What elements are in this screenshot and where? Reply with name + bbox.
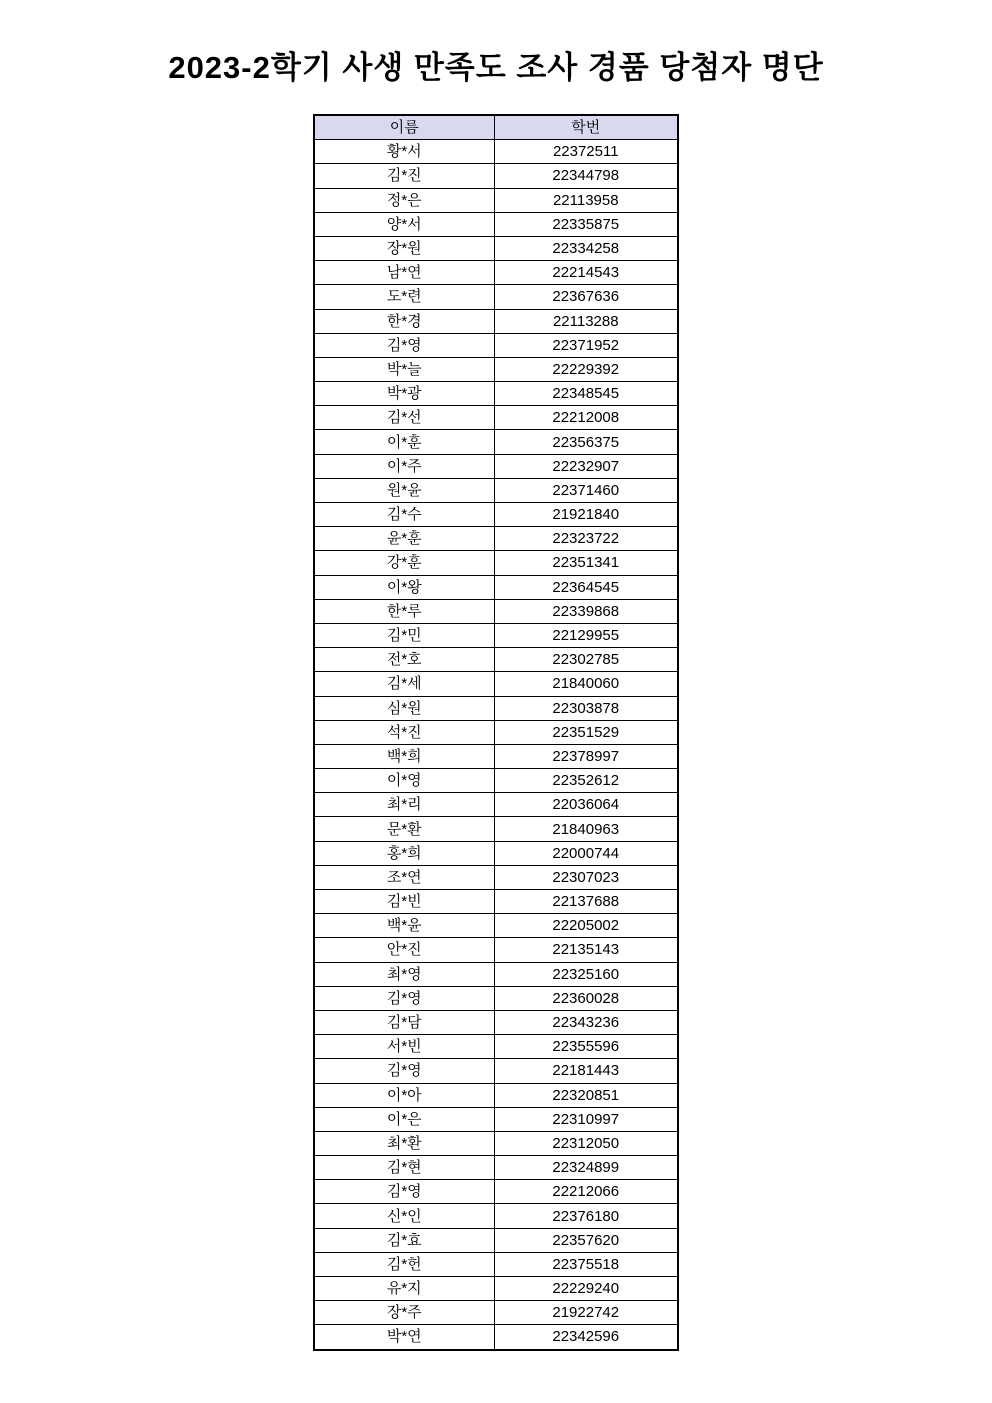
student-id-cell: 22371952 [494,333,678,357]
student-id-cell: 22307023 [494,865,678,889]
page-title: 2023-2학기 사생 만족도 조사 경품 당첨자 명단 [168,50,824,85]
student-id-cell: 22344798 [494,164,678,188]
name-cell: 박*연 [314,1325,494,1350]
name-cell: 김*영 [314,986,494,1010]
table-row [314,1252,678,1276]
student-id-cell: 22351341 [494,551,678,575]
name-cell: 최*영 [314,962,494,986]
name-cell: 김*영 [314,1059,494,1083]
name-cell: 김*영 [314,1180,494,1204]
table-row [314,1059,678,1083]
name-cell: 홍*희 [314,841,494,865]
name-cell: 최*환 [314,1131,494,1155]
student-id-cell: 22371460 [494,478,678,502]
name-cell: 원*윤 [314,478,494,502]
table-row [314,672,678,696]
table-row [314,841,678,865]
name-cell: 김*민 [314,623,494,647]
table-body [314,140,678,1350]
student-id-cell: 22229240 [494,1277,678,1301]
name-cell: 황*서 [314,140,494,164]
student-id-cell: 22036064 [494,793,678,817]
student-id-cell: 22372511 [494,140,678,164]
name-cell: 이*훈 [314,430,494,454]
student-id-cell: 22129955 [494,623,678,647]
name-cell: 최*리 [314,793,494,817]
student-id-cell: 22320851 [494,1083,678,1107]
student-id-cell: 22325160 [494,962,678,986]
table-row [314,1107,678,1131]
student-id-cell: 22335875 [494,212,678,236]
student-id-cell: 22357620 [494,1228,678,1252]
student-id-cell: 21840963 [494,817,678,841]
student-id-cell: 22352612 [494,769,678,793]
table-row [314,1131,678,1155]
student-id-cell: 22113958 [494,188,678,212]
table-row [314,357,678,381]
table-row [314,1228,678,1252]
table-row [314,769,678,793]
student-id-cell: 22376180 [494,1204,678,1228]
name-cell: 한*루 [314,599,494,623]
name-cell: 남*연 [314,261,494,285]
table-row [314,164,678,188]
table-row [314,1083,678,1107]
name-cell: 조*연 [314,865,494,889]
table-row [314,890,678,914]
table-row [314,406,678,430]
student-id-cell: 22310997 [494,1107,678,1131]
student-id-cell: 22334258 [494,236,678,260]
table-header-row [314,115,678,140]
name-cell: 심*원 [314,696,494,720]
name-cell: 유*지 [314,1277,494,1301]
student-id-cell: 22214543 [494,261,678,285]
student-id-cell: 22205002 [494,914,678,938]
table-row [314,188,678,212]
name-cell: 석*진 [314,720,494,744]
table-row [314,551,678,575]
name-cell: 김*수 [314,503,494,527]
table-row [314,236,678,260]
name-cell: 김*세 [314,672,494,696]
name-cell: 양*서 [314,212,494,236]
column-header-student-id: 학번 [494,115,678,140]
name-cell: 윤*훈 [314,527,494,551]
table-row [314,696,678,720]
table-row [314,382,678,406]
student-id-cell: 22343236 [494,1010,678,1034]
student-id-cell: 22232907 [494,454,678,478]
student-id-cell: 22135143 [494,938,678,962]
student-id-cell: 22312050 [494,1131,678,1155]
table-row [314,865,678,889]
table-row [314,140,678,164]
table-row [314,478,678,502]
name-cell: 도*련 [314,285,494,309]
student-id-cell: 22364545 [494,575,678,599]
table-row [314,817,678,841]
table-row [314,261,678,285]
student-id-cell: 22137688 [494,890,678,914]
table-row [314,212,678,236]
name-cell: 이*아 [314,1083,494,1107]
table-row [314,1156,678,1180]
table-row [314,1204,678,1228]
student-id-cell: 22303878 [494,696,678,720]
name-cell: 한*경 [314,309,494,333]
column-header-name: 이름 [314,115,494,140]
student-id-cell: 22181443 [494,1059,678,1083]
table-row [314,1325,678,1350]
name-cell: 장*원 [314,236,494,260]
table-row [314,575,678,599]
table-row [314,599,678,623]
student-id-cell: 22212008 [494,406,678,430]
table-row [314,914,678,938]
student-id-cell: 22000744 [494,841,678,865]
table-row [314,986,678,1010]
name-cell: 장*주 [314,1301,494,1325]
student-id-cell: 22367636 [494,285,678,309]
name-cell: 문*환 [314,817,494,841]
name-cell: 김*현 [314,1156,494,1180]
table-row [314,623,678,647]
table-row [314,962,678,986]
student-id-cell: 22113288 [494,309,678,333]
student-id-cell: 21840060 [494,672,678,696]
student-id-cell: 22229392 [494,357,678,381]
table-row [314,430,678,454]
student-id-cell: 22342596 [494,1325,678,1350]
table-row [314,648,678,672]
student-id-cell: 21922742 [494,1301,678,1325]
student-id-cell: 21921840 [494,503,678,527]
name-cell: 김*진 [314,164,494,188]
name-cell: 이*왕 [314,575,494,599]
table-row [314,744,678,768]
table-row [314,1010,678,1034]
table-row [314,1035,678,1059]
name-cell: 김*빈 [314,890,494,914]
table-row [314,1277,678,1301]
name-cell: 이*은 [314,1107,494,1131]
student-id-cell: 22348545 [494,382,678,406]
name-cell: 서*빈 [314,1035,494,1059]
name-cell: 이*영 [314,769,494,793]
student-id-cell: 22375518 [494,1252,678,1276]
table-row [314,454,678,478]
name-cell: 신*인 [314,1204,494,1228]
name-cell: 김*효 [314,1228,494,1252]
table-row [314,285,678,309]
student-id-cell: 22356375 [494,430,678,454]
name-cell: 박*늘 [314,357,494,381]
name-cell: 김*헌 [314,1252,494,1276]
table-row [314,1301,678,1325]
winners-table [313,114,679,1351]
table-row [314,333,678,357]
name-cell: 김*영 [314,333,494,357]
name-cell: 박*광 [314,382,494,406]
table-row [314,309,678,333]
name-cell: 안*진 [314,938,494,962]
name-cell: 정*은 [314,188,494,212]
student-id-cell: 22212066 [494,1180,678,1204]
table-row [314,1180,678,1204]
name-cell: 강*훈 [314,551,494,575]
table-row [314,503,678,527]
name-cell: 백*희 [314,744,494,768]
student-id-cell: 22323722 [494,527,678,551]
name-cell: 이*주 [314,454,494,478]
table-row [314,938,678,962]
table-row [314,793,678,817]
student-id-cell: 22355596 [494,1035,678,1059]
name-cell: 김*담 [314,1010,494,1034]
student-id-cell: 22351529 [494,720,678,744]
student-id-cell: 22339868 [494,599,678,623]
student-id-cell: 22302785 [494,648,678,672]
name-cell: 백*윤 [314,914,494,938]
name-cell: 전*호 [314,648,494,672]
student-id-cell: 22360028 [494,986,678,1010]
student-id-cell: 22378997 [494,744,678,768]
name-cell: 김*선 [314,406,494,430]
student-id-cell: 22324899 [494,1156,678,1180]
table-row [314,527,678,551]
table-row [314,720,678,744]
